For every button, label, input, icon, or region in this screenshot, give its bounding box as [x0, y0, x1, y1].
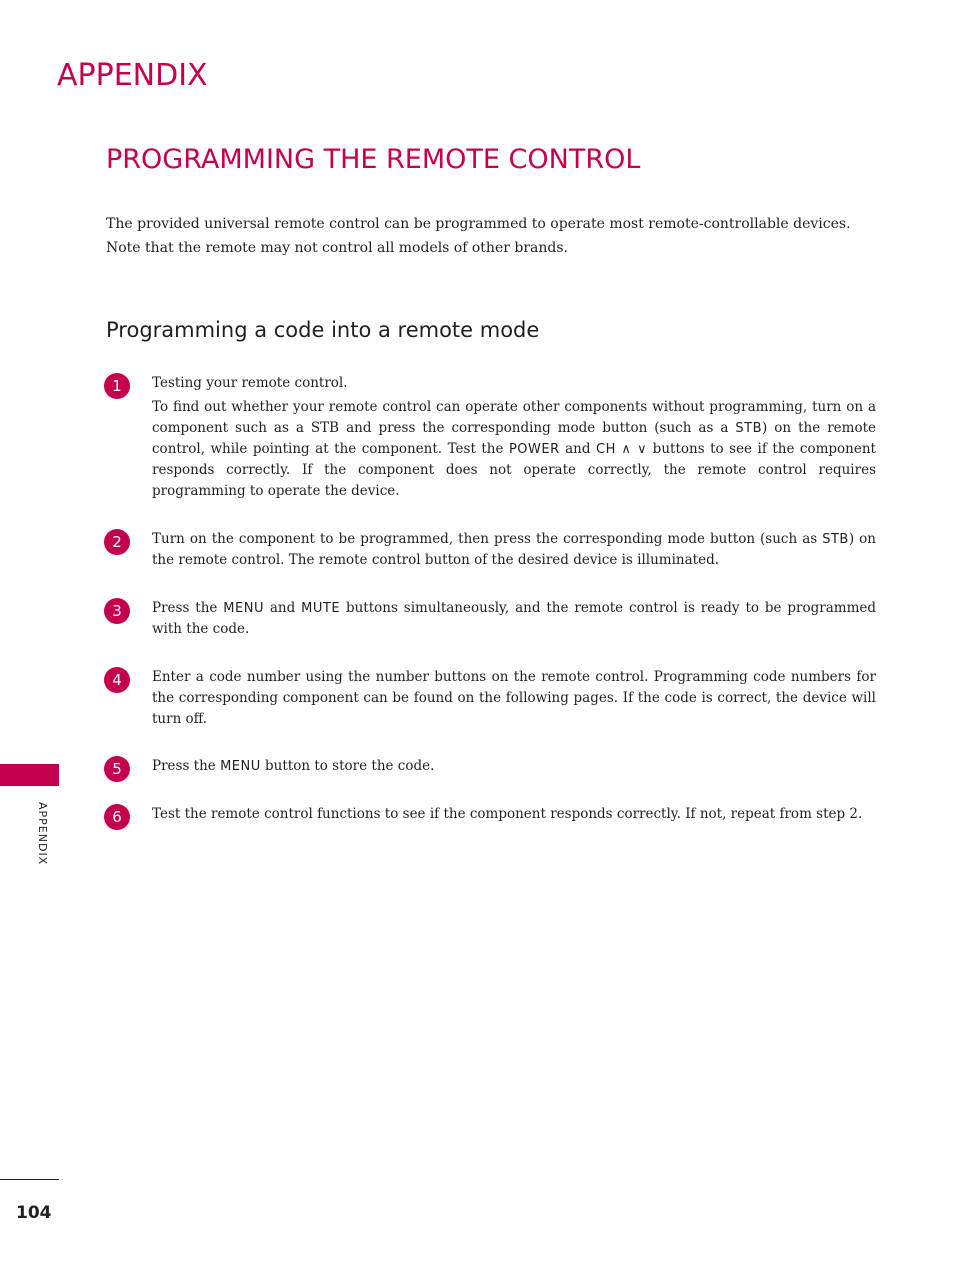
step-number-badge: 5 — [104, 756, 130, 782]
text-run: ) on the remote control, while pointing at the component. Test the — [152, 420, 876, 457]
text-run: and — [559, 441, 596, 457]
text-run: Press the — [152, 600, 224, 616]
text-run: buttons simultaneously, and the remote control is ready to be programmed with the code. — [152, 600, 877, 637]
side-tab-marker — [0, 764, 59, 786]
text-run: ) on the remote control. The remote control button of the desired device is illuminated. — [152, 531, 876, 568]
stb-key-label: STB — [735, 421, 763, 436]
step-body — [152, 804, 876, 825]
step-body — [152, 756, 876, 777]
step-line: Testing your remote control. — [152, 375, 348, 391]
ch-arrows-icon: ∧ ∨ — [621, 442, 648, 457]
text-run: button to store the code. — [260, 758, 435, 774]
text-run: buttons to see if the component responds correctly. If the component does not operate correctly, the remote control requires programming to operate the device. — [152, 441, 876, 499]
page-title: PROGRAMMING THE REMOTE CONTROL — [106, 144, 641, 175]
step-paragraph: Enter a code number using the number buttons on the remote control. Programming code numbers for the corresponding component can be found on the following pages. If the code is correct, the device will turn off. — [152, 669, 876, 727]
step-body — [152, 529, 876, 571]
text-run: To find out whether your remote control can operate other components without programming, turn on a component such as a STB and press the corresponding mode button (such as a — [152, 399, 876, 436]
text-run: Press the — [152, 758, 221, 774]
section-header: APPENDIX — [57, 58, 208, 93]
step-body — [152, 598, 876, 640]
stb-key-label: STB — [822, 532, 849, 547]
intro-line-2: Note that the remote may not control all models of other brands. — [106, 240, 568, 256]
mute-key-label: MUTE — [301, 601, 341, 616]
intro-line-1: The provided universal remote control can be programmed to operate most remote-controllable devices. — [106, 216, 851, 232]
ch-key-label: CH — [596, 442, 616, 457]
page-number: 104 — [16, 1203, 52, 1223]
text-run: Turn on the component to be programmed, then press the corresponding mode button (such as — [152, 531, 823, 547]
step-paragraph — [152, 756, 876, 777]
intro-text — [106, 212, 886, 260]
step-number-badge: 4 — [104, 667, 130, 693]
menu-key-label: MENU — [220, 759, 261, 774]
step-number-badge: 3 — [104, 598, 130, 624]
step-paragraph — [152, 397, 876, 502]
step-paragraph: Test the remote control functions to see if the component responds correctly. If not, repeat from step 2. — [152, 806, 863, 822]
footer-rule — [0, 1179, 59, 1180]
side-section-label: APPENDIX — [36, 802, 49, 866]
step-number-badge: 1 — [104, 373, 130, 399]
step-paragraph — [152, 598, 876, 640]
step-body — [152, 373, 876, 502]
step-number-badge: 6 — [104, 804, 130, 830]
subheading: Programming a code into a remote mode — [106, 318, 540, 342]
menu-key-label: MENU — [223, 601, 264, 616]
power-key-label: POWER — [508, 442, 560, 457]
text-run: and — [263, 600, 302, 616]
step-paragraph — [152, 529, 876, 571]
step-body — [152, 667, 876, 730]
step-number-badge: 2 — [104, 529, 130, 555]
